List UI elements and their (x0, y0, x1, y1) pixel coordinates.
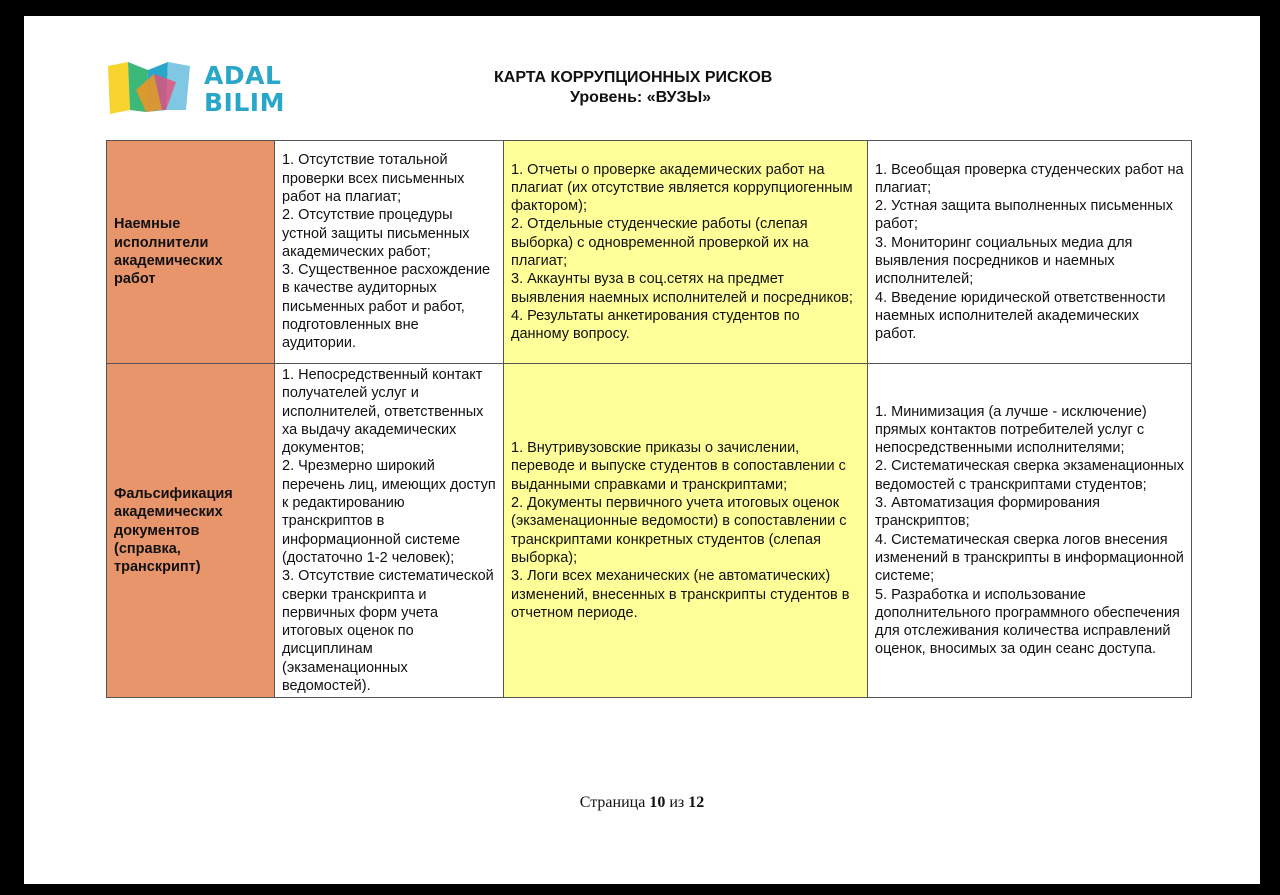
document-page (24, 16, 1260, 884)
factors-cell (275, 141, 504, 364)
list-item: 2. Отдельные студенческие работы (слепая выборка) с одновременной проверкой их на плагиат; (511, 216, 809, 269)
risk-name-cell: Фальсификация академических документов (справка, транскрипт) (107, 364, 275, 698)
list-item: 1. Внутривузовские приказы о зачислении, переводе и выпуске студентов в сопоставлении с выданными справками и транскриптами; (511, 440, 846, 493)
list-item: 2. Систематическая сверка экзаменационных ведомостей с транскриптами студентов; (875, 458, 1184, 493)
list-item: 3. Автоматизация формирования транскриптов; (875, 495, 1100, 530)
list-item: 5. Разработка и использование дополнительного программного обеспечения для отслеживания количества исправлений оценок, вносимых за один сеанс доступа. (875, 586, 1180, 658)
list-item: 4. Введение юридической ответственности наемных исполнителей академических работ. (875, 289, 1166, 343)
page-number (24, 794, 1260, 812)
subtitle-line: Уровень: «ВУЗЫ» (570, 89, 712, 106)
logo-line-1: ADAL (204, 61, 282, 90)
list-item: 3. Аккаунты вуза в соц.сетях на предмет выявления наемных исполнителей и посредников; (511, 271, 853, 306)
list-item: 3. Логи всех механических (не автоматических) изменений, внесенных в транскрипты студентов в отчетном периоде. (511, 568, 850, 621)
risk-name-cell: Наемные исполнители академических работ (107, 141, 275, 364)
logo-line-2: BILIM (204, 88, 285, 117)
book-logo-icon (106, 60, 196, 120)
list-item: 2. Устная защита выполненных письменных работ; (875, 198, 1173, 233)
sources-cell (504, 364, 868, 698)
page-separator: из (669, 794, 685, 811)
list-item: 4. Систематическая сверка логов внесения изменений в транскрипты в информационной системе; (875, 531, 1184, 585)
list-item: 4. Результаты анкетирования студентов по данному вопросу. (511, 307, 800, 343)
current-page: 10 (649, 794, 666, 811)
list-item: 1. Отсутствие тотальной проверки всех письменных работ на плагиат; (282, 152, 465, 205)
page-label: Страница (579, 794, 646, 811)
list-item: 2. Отсутствие процедуры устной защиты письменных академических работ; (282, 207, 470, 260)
factors-cell (275, 364, 504, 698)
list-item: 1. Всеобщая проверка студенческих работ на плагиат; (875, 161, 1184, 196)
measures-cell (868, 141, 1192, 364)
risk-map-table (106, 140, 1192, 698)
list-item: 3. Отсутствие систематической сверки транскрипта и первичных форм учета итоговых оценок по дисциплинам (экзаменационных ведомостей). (282, 568, 494, 695)
list-item: 3. Мониторинг социальных медиа для выявления посредников и наемных исполнителей; (875, 234, 1133, 288)
list-item: 3. Существенное расхождение в качестве аудиторных письменных работ и работ, подготовленных вне аудитории. (282, 262, 491, 352)
list-item: 2. Документы первичного учета итоговых оценок (экзаменационные ведомости) в сопоставлении с транскриптами конкретных студентов (слепая выборка); (511, 495, 847, 566)
list-item: 2. Чрезмерно широкий перечень лиц, имеющих доступ к редактированию транскриптов в информационной системе (достаточно 1-2 человек); (282, 458, 496, 566)
sources-cell (504, 141, 868, 364)
measures-cell (868, 364, 1192, 698)
list-item: 1. Отчеты о проверке академических работ на плагиат (их отсутствие является коррупциогенным фактором); (511, 161, 853, 215)
document-title (414, 68, 884, 108)
table-row (107, 141, 1192, 364)
total-pages: 12 (688, 794, 705, 811)
logo-wordmark (204, 62, 285, 116)
adal-bilim-logo (106, 60, 306, 120)
table-row (107, 364, 1192, 698)
title-line: КАРТА КОРРУПЦИОННЫХ РИСКОВ (494, 69, 773, 86)
list-item: 1. Минимизация (а лучше - исключение) прямых контактов потребителей услуг с непосредственными исполнителями; (875, 403, 1147, 457)
list-item: 1. Непосредственный контакт получателей услуг и исполнителей, ответственных ха выдачу академических документов; (282, 367, 484, 457)
